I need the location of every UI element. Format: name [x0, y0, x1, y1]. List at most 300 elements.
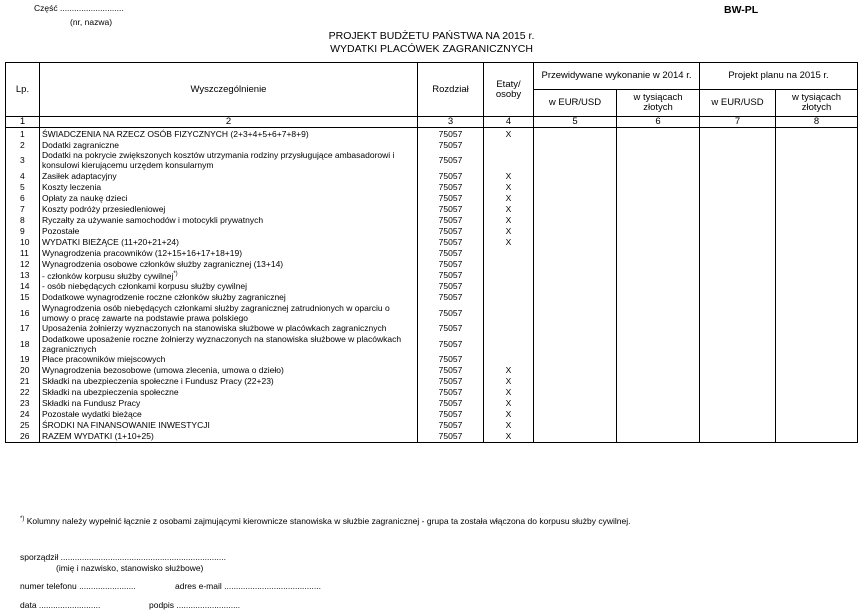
- row-lp: [6, 292, 40, 303]
- row-lp-text: 17: [20, 323, 30, 334]
- value-cell[interactable]: [776, 192, 858, 203]
- row-lp: [6, 431, 40, 443]
- row-etaty-mark: [484, 203, 534, 214]
- value-cell[interactable]: [617, 150, 700, 170]
- row-etaty-mark: [484, 281, 534, 292]
- value-cell[interactable]: [534, 225, 617, 236]
- row-description-text: Opłaty za naukę dzieci: [42, 192, 128, 203]
- value-cell[interactable]: [776, 258, 858, 269]
- table-row: [6, 303, 858, 323]
- col-number: 4: [484, 117, 534, 128]
- value-cell[interactable]: [617, 409, 700, 420]
- phone-field: numer telefonu ........................: [20, 581, 136, 591]
- row-description: [40, 420, 418, 431]
- row-rozdzial-text: 75057: [438, 170, 463, 181]
- row-rozdzial-text: 75057: [438, 338, 463, 349]
- row-rozdzial-text: 75057: [438, 431, 463, 442]
- table-row: [6, 181, 858, 192]
- value-cell[interactable]: [776, 303, 858, 323]
- value-cell[interactable]: [617, 376, 700, 387]
- row-lp-text: 23: [20, 398, 30, 409]
- row-etaty-mark-text: X: [505, 128, 512, 139]
- value-cell[interactable]: [700, 431, 776, 443]
- row-lp-text: 10: [20, 236, 30, 247]
- value-cell[interactable]: [617, 323, 700, 334]
- row-description: [40, 203, 418, 214]
- row-etaty-mark-text: X: [505, 225, 512, 236]
- row-description: [40, 128, 418, 140]
- row-description-text: WYDATKI BIEŻĄCE (11+20+21+24): [42, 236, 179, 247]
- value-cell[interactable]: [776, 398, 858, 409]
- value-cell[interactable]: [534, 281, 617, 292]
- row-etaty-mark: [484, 150, 534, 170]
- value-cell[interactable]: [700, 170, 776, 181]
- row-rozdzial: [418, 409, 484, 420]
- value-cell[interactable]: [617, 139, 700, 150]
- value-cell[interactable]: [700, 398, 776, 409]
- row-lp-text: 6: [20, 192, 25, 203]
- row-rozdzial: [418, 398, 484, 409]
- value-cell[interactable]: [617, 398, 700, 409]
- value-cell[interactable]: [534, 247, 617, 258]
- row-lp-text: 5: [20, 181, 25, 192]
- row-description: [40, 334, 418, 354]
- value-cell[interactable]: [776, 214, 858, 225]
- row-rozdzial-text: 75057: [438, 155, 463, 165]
- value-cell[interactable]: [776, 323, 858, 334]
- value-cell[interactable]: [617, 203, 700, 214]
- row-lp-text: 4: [20, 170, 25, 181]
- value-cell[interactable]: [534, 192, 617, 203]
- row-lp-text: 12: [20, 258, 30, 269]
- value-cell[interactable]: [534, 376, 617, 387]
- row-rozdzial: [418, 431, 484, 443]
- row-description-text: Ryczałty za używanie samochodów i motocykli prywatnych: [42, 214, 264, 225]
- value-cell[interactable]: [617, 258, 700, 269]
- row-etaty-mark-text: X: [505, 398, 512, 409]
- row-rozdzial: [418, 247, 484, 258]
- value-cell[interactable]: [534, 303, 617, 323]
- row-rozdzial: [418, 128, 484, 140]
- row-description: [40, 258, 418, 269]
- value-cell[interactable]: [700, 181, 776, 192]
- value-cell[interactable]: [534, 269, 617, 281]
- row-lp: [6, 420, 40, 431]
- col-number: 7: [700, 117, 776, 128]
- row-rozdzial: [418, 203, 484, 214]
- row-lp: [6, 303, 40, 323]
- table-row: [6, 203, 858, 214]
- table-row: [6, 354, 858, 365]
- row-rozdzial-text: 75057: [438, 139, 463, 150]
- row-rozdzial-text: 75057: [438, 258, 463, 269]
- row-lp-text: 7: [20, 203, 25, 214]
- table-row: [6, 387, 858, 398]
- table-row: [6, 236, 858, 247]
- row-description: [40, 431, 418, 443]
- row-lp-text: 18: [20, 338, 30, 349]
- row-description-text: ŚWIADCZENIA NA RZECZ OSÓB FIZYCZNYCH (2+3+4+5+6+7+8+9): [42, 128, 309, 139]
- table-row: [6, 192, 858, 203]
- value-cell[interactable]: [534, 128, 617, 140]
- table-row: [6, 269, 858, 281]
- row-description: [40, 376, 418, 387]
- row-etaty-mark: [484, 181, 534, 192]
- value-cell[interactable]: [776, 247, 858, 258]
- value-cell[interactable]: [776, 128, 858, 140]
- row-description: [40, 303, 418, 323]
- row-rozdzial: [418, 269, 484, 281]
- row-rozdzial-text: 75057: [438, 365, 463, 376]
- value-cell[interactable]: [617, 303, 700, 323]
- value-cell[interactable]: [700, 214, 776, 225]
- value-cell[interactable]: [776, 387, 858, 398]
- value-cell[interactable]: [776, 334, 858, 354]
- value-cell[interactable]: [700, 139, 776, 150]
- row-etaty-mark: [484, 292, 534, 303]
- value-cell[interactable]: [534, 214, 617, 225]
- value-cell[interactable]: [617, 269, 700, 281]
- value-cell[interactable]: [617, 334, 700, 354]
- row-description: [40, 192, 418, 203]
- row-lp: [6, 150, 40, 170]
- row-lp: [6, 225, 40, 236]
- value-cell[interactable]: [700, 387, 776, 398]
- row-description: [40, 409, 418, 420]
- table-row: [6, 150, 858, 170]
- value-cell[interactable]: [700, 236, 776, 247]
- row-lp: [6, 398, 40, 409]
- value-cell[interactable]: [776, 354, 858, 365]
- value-cell[interactable]: [617, 181, 700, 192]
- value-cell[interactable]: [700, 354, 776, 365]
- row-etaty-mark: [484, 269, 534, 281]
- row-etaty-mark-text: X: [505, 236, 512, 247]
- row-etaty-mark: [484, 323, 534, 334]
- value-cell[interactable]: [617, 420, 700, 431]
- table-row: [6, 128, 858, 140]
- row-lp: [6, 214, 40, 225]
- row-lp: [6, 387, 40, 398]
- value-cell[interactable]: [776, 150, 858, 170]
- value-cell[interactable]: [700, 365, 776, 376]
- row-description: [40, 281, 418, 292]
- row-rozdzial: [418, 292, 484, 303]
- row-etaty-mark-text: X: [505, 170, 512, 181]
- table-row: [6, 258, 858, 269]
- row-lp: [6, 247, 40, 258]
- row-rozdzial-text: 75057: [438, 192, 463, 203]
- row-etaty-mark: [484, 398, 534, 409]
- value-cell[interactable]: [776, 269, 858, 281]
- value-cell[interactable]: [534, 170, 617, 181]
- value-cell[interactable]: [776, 420, 858, 431]
- row-lp-text: 21: [20, 376, 30, 387]
- row-rozdzial-text: 75057: [438, 236, 463, 247]
- row-lp-text: 24: [20, 409, 30, 420]
- value-cell[interactable]: [617, 387, 700, 398]
- row-description-text: Wynagrodzenia bezosobowe (umowa zlecenia, umowa o dzieło): [42, 365, 284, 376]
- row-etaty-mark: [484, 409, 534, 420]
- value-cell[interactable]: [700, 128, 776, 140]
- row-lp: [6, 323, 40, 334]
- value-cell[interactable]: [700, 334, 776, 354]
- row-etaty-mark: [484, 387, 534, 398]
- value-cell[interactable]: [617, 354, 700, 365]
- value-cell[interactable]: [534, 323, 617, 334]
- row-description-text: Zasiłek adaptacyjny: [42, 170, 117, 181]
- value-cell[interactable]: [776, 365, 858, 376]
- col-number: 1: [6, 117, 40, 128]
- header-eur-2014: w EUR/USD: [534, 90, 617, 117]
- row-rozdzial-text: 75057: [438, 181, 463, 192]
- row-rozdzial-text: 75057: [438, 281, 463, 292]
- row-description-text: Dodatki zagraniczne: [42, 139, 120, 150]
- row-rozdzial-text: 75057: [438, 323, 463, 334]
- value-cell[interactable]: [534, 420, 617, 431]
- value-cell[interactable]: [700, 269, 776, 281]
- row-description: [40, 139, 418, 150]
- row-rozdzial-text: 75057: [438, 128, 463, 139]
- value-cell[interactable]: [534, 387, 617, 398]
- part-hint: (nr, nazwa): [70, 17, 113, 27]
- row-rozdzial: [418, 170, 484, 181]
- row-rozdzial-text: 75057: [438, 214, 463, 225]
- row-etaty-mark: [484, 170, 534, 181]
- row-description-text: Dodatki na pokrycie zwiększonych kosztów utrzymania rodziny przysługujące ambasadorowi i konsulowi kierującemu urzędem konsularnym: [42, 150, 395, 170]
- table-row: [6, 431, 858, 443]
- row-lp: [6, 365, 40, 376]
- value-cell[interactable]: [534, 292, 617, 303]
- table-row: [6, 225, 858, 236]
- value-cell[interactable]: [534, 258, 617, 269]
- value-cell[interactable]: [534, 334, 617, 354]
- table-row: [6, 281, 858, 292]
- value-cell[interactable]: [617, 192, 700, 203]
- row-etaty-mark: [484, 420, 534, 431]
- row-rozdzial-text: 75057: [438, 225, 463, 236]
- value-cell[interactable]: [700, 258, 776, 269]
- row-rozdzial-text: 75057: [438, 354, 463, 365]
- row-lp: [6, 409, 40, 420]
- row-rozdzial: [418, 387, 484, 398]
- row-lp: [6, 269, 40, 281]
- value-cell[interactable]: [700, 323, 776, 334]
- col-number: 8: [776, 117, 858, 128]
- value-cell[interactable]: [776, 181, 858, 192]
- header-group-2014: Przewidywane wykonanie w 2014 r.: [534, 63, 700, 90]
- value-cell[interactable]: [776, 431, 858, 443]
- header-description: Wyszczególnienie: [40, 63, 418, 117]
- table-row: [6, 398, 858, 409]
- value-cell[interactable]: [534, 354, 617, 365]
- row-description-text: ŚRODKI NA FINANSOWANIE INWESTYCJI: [42, 420, 210, 431]
- header-group-2015: Projekt planu na 2015 r.: [700, 63, 858, 90]
- row-etaty-mark-text: X: [505, 376, 512, 387]
- prepared-by-field: sporządził ......................................................................: [20, 552, 226, 562]
- value-cell[interactable]: [700, 409, 776, 420]
- row-etaty-mark-text: X: [505, 181, 512, 192]
- row-rozdzial: [418, 281, 484, 292]
- value-cell[interactable]: [700, 247, 776, 258]
- header-eur-2015: w EUR/USD: [700, 90, 776, 117]
- row-lp: [6, 192, 40, 203]
- row-lp-text: 11: [20, 247, 29, 258]
- value-cell[interactable]: [617, 247, 700, 258]
- value-cell[interactable]: [534, 365, 617, 376]
- part-label: Część ...........................: [34, 3, 124, 13]
- row-description-text: - osób niebędących członkami korpusu służby cywilnej: [42, 281, 248, 292]
- table-row: [6, 247, 858, 258]
- row-description: [40, 398, 418, 409]
- table-row: [6, 292, 858, 303]
- date-field: data ..........................: [20, 600, 101, 610]
- value-cell[interactable]: [617, 431, 700, 443]
- value-cell[interactable]: [776, 170, 858, 181]
- row-description: [40, 181, 418, 192]
- value-cell[interactable]: [700, 303, 776, 323]
- table-row: [6, 170, 858, 181]
- value-cell[interactable]: [776, 281, 858, 292]
- table-row: [6, 334, 858, 354]
- row-lp-text: 14: [20, 281, 30, 292]
- row-etaty-mark: [484, 354, 534, 365]
- table-row: [6, 376, 858, 387]
- row-description-text: Pozostałe: [42, 225, 80, 236]
- value-cell[interactable]: [617, 170, 700, 181]
- row-description: [40, 170, 418, 181]
- value-cell[interactable]: [534, 139, 617, 150]
- email-field: adres e-mail .........................................: [175, 581, 321, 591]
- value-cell[interactable]: [534, 409, 617, 420]
- value-cell[interactable]: [534, 203, 617, 214]
- row-rozdzial: [418, 258, 484, 269]
- row-lp-text: 26: [20, 431, 30, 442]
- value-cell[interactable]: [617, 281, 700, 292]
- value-cell[interactable]: [776, 409, 858, 420]
- row-etaty-mark-text: X: [505, 192, 512, 203]
- row-description: [40, 236, 418, 247]
- form-code: BW-PL: [724, 4, 759, 16]
- row-lp: [6, 376, 40, 387]
- row-rozdzial: [418, 354, 484, 365]
- row-description-text: Składki na Fundusz Pracy: [42, 398, 141, 409]
- row-description-text: Składki na ubezpieczenia społeczne: [42, 387, 179, 398]
- row-description-text: Wynagrodzenia pracowników (12+15+16+17+18+19): [42, 247, 243, 258]
- row-rozdzial-text: 75057: [438, 203, 463, 214]
- value-cell[interactable]: [700, 150, 776, 170]
- value-cell[interactable]: [700, 203, 776, 214]
- row-rozdzial-text: 75057: [438, 292, 463, 303]
- value-cell[interactable]: [776, 139, 858, 150]
- row-lp-text: 13: [20, 269, 30, 280]
- row-etaty-mark: [484, 236, 534, 247]
- title-line-2: WYDATKI PLACÓWEK ZAGRANICZNYCH: [330, 43, 533, 55]
- row-rozdzial-text: 75057: [438, 420, 463, 431]
- row-description-text: Koszty leczenia: [42, 181, 102, 192]
- value-cell[interactable]: [700, 420, 776, 431]
- value-cell[interactable]: [617, 128, 700, 140]
- row-description-text: Uposażenia żołnierzy wyznaczonych na stanowiska służbowe w placówkach zagranicznych: [42, 323, 387, 334]
- col-number: 5: [534, 117, 617, 128]
- row-lp: [6, 139, 40, 150]
- footnote: [20, 516, 631, 526]
- row-etaty-mark: [484, 128, 534, 140]
- row-etaty-mark: [484, 225, 534, 236]
- row-lp: [6, 203, 40, 214]
- value-cell[interactable]: [776, 203, 858, 214]
- header-pln-2015: w tysiącach złotych: [776, 90, 858, 117]
- row-rozdzial: [418, 139, 484, 150]
- row-rozdzial: [418, 303, 484, 323]
- row-rozdzial-text: 75057: [438, 387, 463, 398]
- value-cell[interactable]: [700, 281, 776, 292]
- value-cell[interactable]: [617, 214, 700, 225]
- value-cell[interactable]: [776, 292, 858, 303]
- row-description: [40, 150, 418, 170]
- row-lp-text: 22: [20, 387, 30, 398]
- row-description: [40, 247, 418, 258]
- row-lp-text: 1: [20, 128, 25, 139]
- value-cell[interactable]: [534, 431, 617, 443]
- row-etaty-mark: [484, 258, 534, 269]
- value-cell[interactable]: [617, 236, 700, 247]
- row-lp-text: 16: [20, 307, 30, 318]
- row-etaty-mark-text: X: [505, 365, 512, 376]
- col-number: 2: [40, 117, 418, 128]
- row-rozdzial-text: 75057: [438, 269, 463, 280]
- row-lp-text: 15: [20, 292, 30, 303]
- row-etaty-mark: [484, 247, 534, 258]
- value-cell[interactable]: [700, 192, 776, 203]
- row-description-text: Dodatkowe wynagrodzenie roczne członków służby zagranicznej: [42, 292, 286, 303]
- value-cell[interactable]: [534, 236, 617, 247]
- row-description: [40, 214, 418, 225]
- value-cell[interactable]: [776, 236, 858, 247]
- value-cell[interactable]: [617, 225, 700, 236]
- row-description: [40, 225, 418, 236]
- value-cell[interactable]: [700, 225, 776, 236]
- row-etaty-mark: [484, 303, 534, 323]
- row-rozdzial: [418, 334, 484, 354]
- row-lp-text: 9: [20, 225, 25, 236]
- row-description-text: Składki na ubezpieczenia społeczne i Fundusz Pracy (22+23): [42, 376, 274, 387]
- value-cell[interactable]: [700, 292, 776, 303]
- value-cell[interactable]: [700, 376, 776, 387]
- title-line-1: PROJEKT BUDŻETU PAŃSTWA NA 2015 r.: [328, 30, 535, 42]
- row-etaty-mark: [484, 192, 534, 203]
- row-description: [40, 269, 418, 281]
- value-cell[interactable]: [776, 376, 858, 387]
- value-cell[interactable]: [534, 150, 617, 170]
- table-row: [6, 420, 858, 431]
- row-etaty-mark-text: X: [505, 203, 512, 214]
- value-cell[interactable]: [534, 181, 617, 192]
- row-rozdzial: [418, 376, 484, 387]
- row-description-text: Płace pracowników miejscowych: [42, 354, 166, 365]
- value-cell[interactable]: [534, 398, 617, 409]
- row-lp-text: 19: [20, 354, 30, 365]
- row-rozdzial: [418, 192, 484, 203]
- value-cell[interactable]: [776, 225, 858, 236]
- value-cell[interactable]: [617, 292, 700, 303]
- row-rozdzial: [418, 323, 484, 334]
- table-row: [6, 323, 858, 334]
- signature-field: podpis ...........................: [149, 600, 241, 610]
- value-cell[interactable]: [617, 365, 700, 376]
- row-rozdzial-text: 75057: [438, 247, 463, 258]
- header-etaty: Etaty/ osoby: [484, 63, 534, 117]
